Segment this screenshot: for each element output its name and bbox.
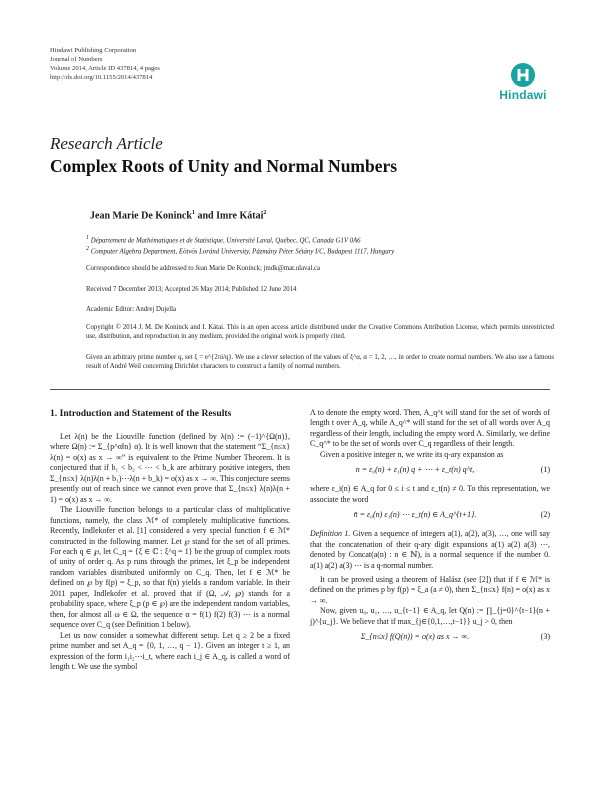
equation-body: n = ε₀(n) + ε₁(n) q + ⋯ + ε_t(n) q^t, — [355, 465, 475, 475]
section-heading: 1. Introduction and Statement of the Results — [50, 408, 232, 419]
equation-number: (3) — [540, 632, 550, 642]
affiliation-marker: 2 — [86, 246, 89, 252]
paragraph: It can be proved using a theorem of Halász (see [2]) that if f ∈ ℳ* is defined on the primes p by f(p) = ξ_a (a ≠ 0), then Σ_{n≤x} f(n) = o(x) as x → ∞. — [310, 574, 550, 605]
correspondence: Correspondence should be addressed to Jean Marie De Koninck; jmdk@mat.ulaval.ca — [86, 265, 321, 272]
equation-number: (1) — [540, 465, 550, 475]
affiliation — [86, 234, 361, 245]
paragraph: Given a positive integer n, we write its q-ary expansion as — [320, 449, 504, 459]
affiliation — [86, 245, 394, 256]
paragraph: The Liouville function belongs to a particular class of multiplicative functions, namely, the class ℳ* of completely multiplicative functions. Recently, Indlekofer et al. [1] considered a very special function f ∈ ℳ* constructed in the following manner. Let ℘ stand for the set of all primes. For each q ∈ ℘, let C_q = {ξ ∈ ℂ : ξ^q = 1} be the group of complex roots of unity of order q. As p runs through the primes, let ξ_p be independent random variables distributed uniformly on C_q. Then, let f ∈ ℳ* be defined on ℘ by f(p) = ξ_p, so that f(n) yields a random variable. In their 2011 paper, Indlekofer et al. proved that if (Ω, 𝒜, ℘) stands for a probability space, where ξ_p (p ∈ ℘) are the independent random variables, then, for almost all ω ∈ Ω, the sequence α = f(1) f(2) f(3) ⋯ is a normal sequence over C_q (see Definition 1 below). — [50, 505, 290, 630]
definition-text: Given a sequence of integers a(1), a(2), a(3), …, one will say that the concatenation of their q-ary digit expansions a(1) a(2) a(3) ⋯, denoted by Concat(a(n) : n ∈ ℕ), is a normal sequence if the number 0. a(1) a(2) a(3) ⋯ is a q-normal number. — [310, 529, 550, 570]
affiliation-marker: 1 — [86, 235, 89, 241]
equation-number: (2) — [540, 510, 550, 520]
hindawi-logo — [496, 62, 550, 102]
definition-label: Definition 1. — [310, 529, 351, 539]
equation-body: Σ_{n≤x} f(Q(n)) = o(x) as x → ∞. — [360, 632, 470, 642]
affiliation-marker: 2 — [263, 210, 267, 216]
affiliation-marker: 1 — [191, 210, 195, 216]
affiliation-text: Département de Mathématiques et de Statistique, Université Laval, Québec, QC, Canada G1V 0A6 — [89, 237, 361, 245]
article-dates: Received 7 December 2013; Accepted 26 May 2014; Published 12 June 2014 — [86, 286, 297, 293]
article-type: Research Article — [50, 134, 163, 153]
definition — [310, 529, 550, 571]
affiliation-text: Computer Algebra Department, Eötvös Loránd University, Pázmány Péter Sétány I/C, Budapest 1117, Hungary — [89, 248, 395, 256]
article-title: Complex Roots of Unity and Normal Numbers — [50, 156, 398, 176]
right-column — [310, 408, 550, 651]
author-name: Jean Marie De Koninck — [90, 210, 192, 222]
author-name: Imre Kátai — [216, 210, 264, 222]
hindawi-logo-icon — [510, 62, 536, 88]
journal-name: Journal of Numbers — [50, 56, 103, 63]
equation — [310, 505, 550, 529]
paragraph: Λ to denote the empty word. Then, A_q^t will stand for the set of words of length t over A_q, while A_q^* will stand for the set of all words over A_q regardless of their length, including the empty word Λ. Similarly, we define C_q^* to be the set of words over C_q regardless of their length. — [310, 408, 550, 449]
section-divider — [50, 389, 550, 390]
paragraph: Let λ(n) be the Liouville function (defined by λ(n) := (−1)^{Ω(n)}, where Ω(n) := Σ_{p^α‖n} α). It is well known that the statement “Σ_{n≤x} λ(n) = o(x) as x → ∞” is equivalent to the Prime Number Theorem. It is conjectured that if b₁ < b₂ < ⋯ < b_k are arbitrary positive integers, then Σ_{n≤x} λ(n)λ(n + b₁)⋯λ(n + b_k) = o(x) as x → ∞. This conjecture seems presently out of reach since we cannot even prove that Σ_{n≤x} λ(n)λ(n + 1) = o(x) as x → ∞. — [50, 432, 290, 504]
equation — [310, 627, 550, 651]
author-list — [90, 210, 266, 221]
publisher: Hindawi Publishing Corporation — [50, 47, 137, 54]
paragraph: Now, given u₀, u₁, …, u_{t−1} ∈ A_q, let Q(n) := ∏_{j=0}^{t−1}(n + j)^{u_j}. We believe that if max_{j∈{0,1,…,t−1}} u_j > 0, then — [310, 606, 550, 626]
journal-header — [50, 46, 160, 82]
academic-editor: Academic Editor: Andrej Dujella — [86, 306, 177, 313]
author-separator: and — [194, 210, 217, 222]
doi-link[interactable]: http://dx.doi.org/10.1155/2014/437814 — [50, 74, 153, 81]
abstract: Given an arbitrary prime number q, set ξ = e^{2πi/q}. We use a clever selection of the values of ξ^α, α = 1, 2, …, in order to create normal numbers. We also use a famous result of André Weil concerning Dirichlet characters to construct a family of normal numbers. — [86, 354, 554, 371]
equation — [310, 460, 550, 484]
left-column — [50, 432, 290, 672]
equation-body: n̄ = ε₀(n) ε₁(n) ⋯ ε_t(n) ∈ A_q^{t+1}. — [353, 510, 477, 520]
logo-text: Hindawi — [499, 88, 547, 102]
paragraph: where ε_i(n) ∈ A_q for 0 ≤ i ≤ t and ε_t(n) ≠ 0. To this representation, we associate the word — [310, 484, 550, 504]
copyright-notice: Copyright © 2014 J. M. De Koninck and I. Kátai. This is an open access article distributed under the Creative Commons Attribution License, which permits unrestricted use, distribution, and reproduction in any medium, provided the original work is properly cited. — [86, 324, 554, 341]
volume-line: Volume 2014, Article ID 437814, 4 pages — [50, 65, 160, 72]
paragraph: Let us now consider a somewhat different setup. Let q ≥ 2 be a fixed prime number and set A_q = {0, 1, …, q − 1}. Given an integer t ≥ 1, an expression of the form i₁i₂⋯i_t, where each i_j ∈ A_q, is called a word of length t. We use the symbol — [50, 630, 290, 671]
